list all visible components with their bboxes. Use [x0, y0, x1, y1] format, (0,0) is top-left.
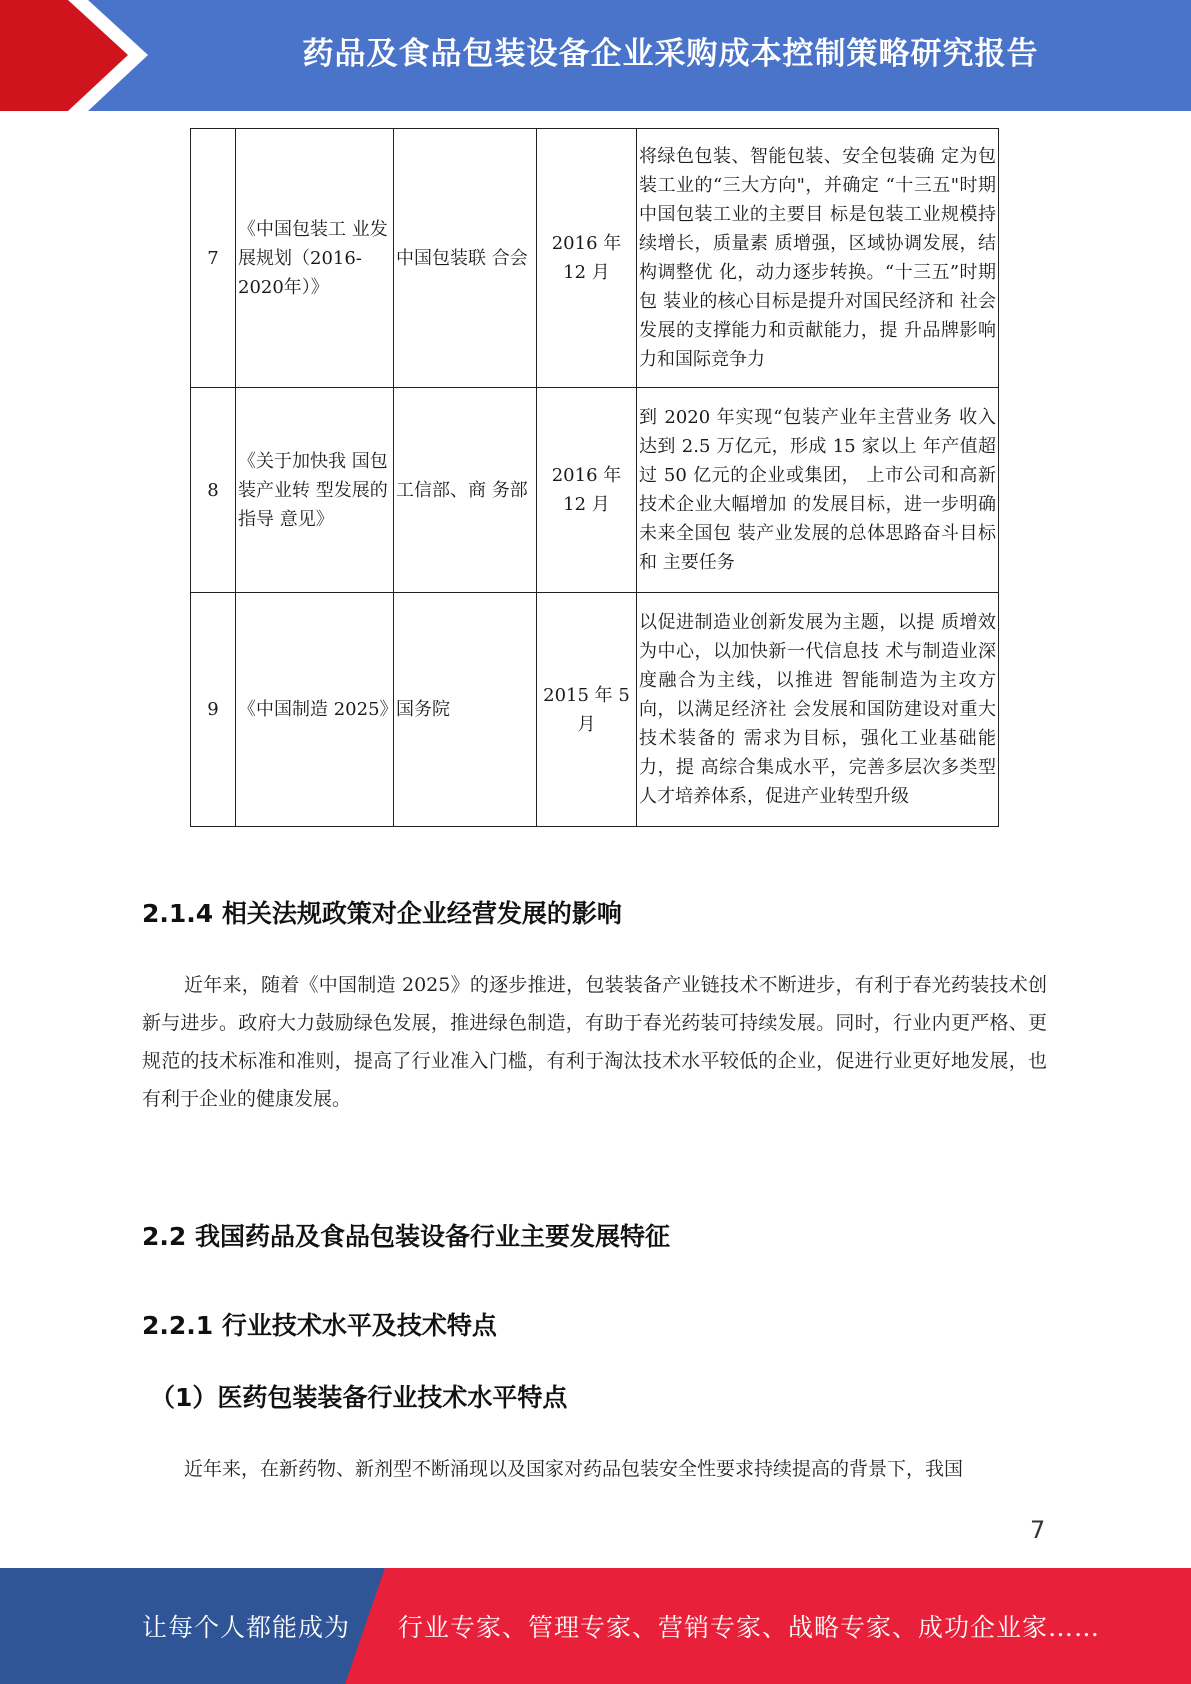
section-heading-2-1-4: 2.1.4 相关法规政策对企业经营发展的影响	[142, 899, 622, 928]
subsection-1-paragraph: 近年来，在新药物、新剂型不断涌现以及国家对药品包装安全性要求持续提高的背景下，我国	[184, 1458, 964, 1480]
table-row	[191, 129, 999, 388]
header-red-chevron-decoration	[0, 0, 160, 111]
section-2-1-4-paragraph: 近年来，随着《中国制造 2025》的逐步推进，包装装备产业链技术不断进步，有利于春光药装技术创新与进步。政府大力鼓励绿色发展，推进绿色制造，有助于春光药装可持续发展。同时，行业内更严格、更规范的技术标准和准则，提高了行业准入门槛，有利于淘汰技术水平较低的企业，促进行业更好地发展，也有利于企业的健康发展。	[142, 974, 1047, 1110]
issue-date: 2016 年 12 月	[537, 129, 637, 388]
issuing-organization: 国务院	[394, 593, 537, 827]
row-number: 8	[191, 388, 236, 593]
page-number: 7	[1030, 1516, 1046, 1544]
report-title: 药品及食品包装设备企业采购成本控制策略研究报告	[302, 35, 1039, 72]
policy-name: 《中国制造 2025》	[236, 593, 394, 827]
section-heading-2-2-1: 2.2.1 行业技术水平及技术特点	[142, 1311, 497, 1340]
footer-slogan-right: 行业专家、管理专家、营销专家、战略专家、成功企业家……	[398, 1613, 1101, 1642]
policy-description: 以促进制造业创新发展为主题，以提 质增效为中心，以加快新一代信息技 术与制造业深度融合为主线，以推进 智能制造为主攻方向，以满足经济社 会发展和国防建设对重大技术装备的 需求为目标，强化工业基础能力，提 高综合集成水平，完善多层次多类型 人才培养体系，促进产业转型升级	[637, 593, 999, 827]
page-footer	[0, 1568, 1191, 1684]
issuing-organization: 工信部、商 务部	[394, 388, 537, 593]
section-heading-2-2: 2.2 我国药品及食品包装设备行业主要发展特征	[142, 1222, 670, 1251]
issue-date: 2015 年 5 月	[537, 593, 637, 827]
issue-date: 2016 年 12 月	[537, 388, 637, 593]
table-row	[191, 388, 999, 593]
page-header	[0, 0, 1191, 111]
policy-description: 到 2020 年实现“包装产业年主营业务 收入达到 2.5 万亿元，形成 15 家以上 年产值超过 50 亿元的企业或集团， 上市公司和高新技术企业大幅增加 的发展目标，进一步明确未来全国包 装产业发展的总体思路奋斗目标和 主要任务	[637, 388, 999, 593]
policy-name: 《关于加快我 国包装产业转 型发展的指导 意见》	[236, 388, 394, 593]
issuing-organization: 中国包装联 合会	[394, 129, 537, 388]
footer-slogan-left: 让每个人都能成为	[142, 1613, 351, 1642]
policy-description: 将绿色包装、智能包装、安全包装确 定为包装工业的“三大方向"，并确定 “十三五"时期中国包装工业的主要目 标是包装工业规模持续增长，质量素 质增强，区域协调发展，结构调整优 化，动力逐步转换。“十三五”时期包 装业的核心目标是提升对国民经济和 社会发展的支撑能力和贡献能力，提 升品牌影响力和国际竞争力	[637, 129, 999, 388]
table-row	[191, 593, 999, 827]
policy-table	[190, 128, 999, 827]
row-number: 9	[191, 593, 236, 827]
policy-name: 《中国包装工 业发展规划（2016-2020年）》	[236, 129, 394, 388]
row-number: 7	[191, 129, 236, 388]
subsection-heading-1: （1）医药包装装备行业技术水平特点	[150, 1383, 568, 1412]
